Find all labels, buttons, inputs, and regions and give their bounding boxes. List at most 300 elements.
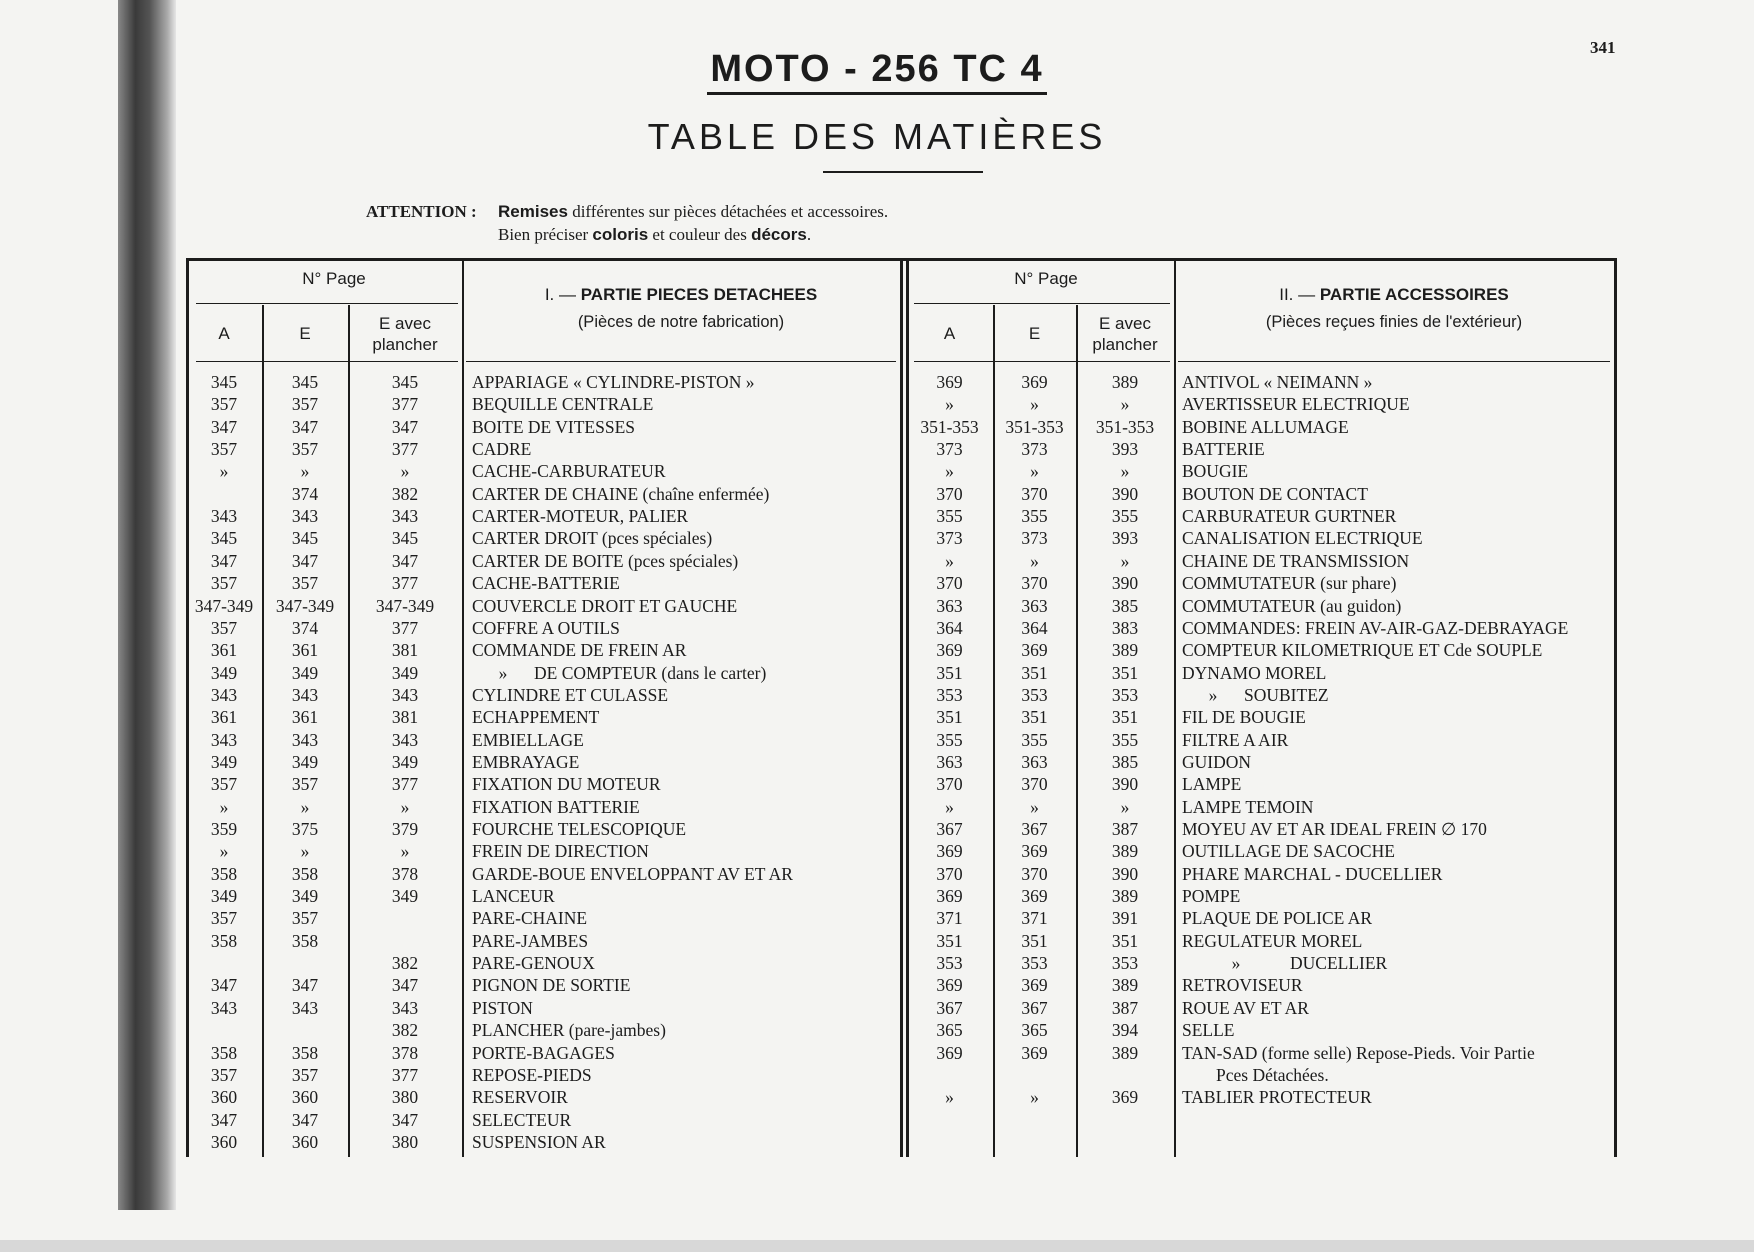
page-cell-e: 353	[1021, 684, 1048, 705]
table-row	[906, 438, 1617, 460]
page-cell-a: 369	[936, 975, 963, 996]
page-cell-ep: 393	[1111, 528, 1139, 549]
page-cell-e: 371	[1021, 908, 1048, 929]
page-cell-a: 343	[210, 684, 238, 705]
header-rule	[1178, 361, 1610, 362]
page-cell-e: 351	[1021, 662, 1048, 683]
entry-label	[1182, 974, 1303, 996]
entry-text: MOYEU AV ET AR IDEAL FREIN ∅ 170	[1182, 819, 1487, 839]
entry-label	[472, 1109, 571, 1131]
table-row	[906, 706, 1617, 728]
entry-text: RESERVOIR	[472, 1087, 568, 1108]
page-title: MOTO - 256 TC 4	[0, 48, 1754, 91]
table-row	[186, 639, 902, 661]
page-cell-e: 347-349	[275, 595, 335, 616]
page-cell-ep: 349	[391, 751, 419, 772]
page-cell-e: 363	[1021, 751, 1048, 772]
entry-text: ANTIVOL « NEIMANN »	[1182, 372, 1373, 392]
table-row	[906, 729, 1617, 751]
page-cell-e: 353	[1021, 953, 1048, 974]
page-cell-a: 358	[210, 863, 238, 884]
page-cell-e: 343	[291, 729, 319, 750]
page-cell-a: 363	[936, 751, 963, 772]
page-cell-e: 374	[291, 483, 319, 504]
page-cell-e: 367	[1021, 997, 1048, 1018]
page-cell-ep: 394	[1111, 1020, 1139, 1041]
ditto-mark: »	[1208, 684, 1218, 705]
page-cell-e: 351-353	[1005, 416, 1064, 437]
table-row	[906, 416, 1617, 438]
entry-text: CARBURATEUR GURTNER	[1182, 506, 1397, 527]
table-row	[186, 1042, 902, 1064]
page-cell-a: 347	[210, 1109, 238, 1130]
page-cell-a: 369	[936, 640, 963, 661]
entry-text: DE COMPTEUR (dans le carter)	[534, 662, 767, 683]
ditto-mark: »	[498, 662, 508, 683]
entry-text: SELLE	[1182, 1020, 1235, 1041]
entry-label	[1182, 1086, 1372, 1108]
entry-label	[1182, 527, 1423, 549]
table-row	[906, 1086, 1617, 1108]
entry-text: PHARE MARCHAL - DUCELLIER	[1182, 863, 1443, 884]
page-cell-ep: 353	[1111, 684, 1139, 705]
table-row	[186, 1064, 902, 1086]
page-cell-a: 370	[936, 774, 963, 795]
page-cell-ep: 351-353	[1095, 416, 1155, 437]
entry-text: APPARIAGE « CYLINDRE-PISTON »	[472, 372, 755, 392]
page-cell-a: 345	[210, 372, 238, 392]
page-cell-a: 357	[210, 617, 238, 638]
entry-text: SUSPENSION AR	[472, 1131, 606, 1152]
table-row	[186, 818, 902, 840]
table-row	[906, 773, 1617, 795]
table-row	[906, 751, 1617, 773]
entry-label	[472, 639, 686, 661]
page-cell-ep: 387	[1111, 819, 1139, 839]
n-page-header: N° Page	[302, 269, 366, 288]
page-cell-e: 370	[1021, 863, 1048, 884]
page-cell-a: 355	[936, 506, 963, 527]
page-cell-ep: 390	[1111, 774, 1139, 795]
table-row	[186, 595, 902, 617]
page-cell-a: 357	[210, 1064, 238, 1085]
page-cell-a: 357	[210, 908, 238, 929]
table-row	[186, 416, 902, 438]
page-cell-ep: 381	[391, 640, 419, 661]
part1-subtitle: (Pièces de notre fabrication)	[577, 313, 785, 331]
page-cell-e: 357	[291, 1064, 319, 1085]
table-row	[186, 460, 902, 482]
table-row	[186, 930, 902, 952]
page-cell-a: 353	[936, 684, 963, 705]
page-cell-ep: 381	[391, 707, 419, 728]
table-row	[906, 505, 1617, 527]
page-cell-a: 369	[936, 886, 963, 907]
table-row	[186, 729, 902, 751]
attention-line-2: Bien préciser coloris et couleur des décors.	[498, 225, 812, 244]
table-row	[186, 863, 902, 885]
entry-label	[1182, 796, 1313, 818]
page-cell-e: 343	[291, 506, 319, 527]
page-cell-e: »	[1030, 796, 1039, 817]
page-cell-e: »	[300, 796, 310, 817]
attention-line-1: Remises différentes sur pièces détachées et accessoires.	[498, 202, 889, 221]
entry-text: EMBRAYAGE	[472, 751, 580, 772]
attention-text	[498, 200, 888, 246]
page-cell-e: 375	[291, 819, 319, 839]
page-cell-ep: 389	[1111, 640, 1139, 661]
entry-text: CARTER DROIT (pces spéciales)	[472, 528, 713, 549]
page-cell-e: 373	[1021, 439, 1048, 460]
table-row	[906, 483, 1617, 505]
entry-label	[1182, 416, 1349, 438]
table-row	[186, 483, 902, 505]
table-row	[186, 974, 902, 996]
col-a-header: A	[218, 324, 230, 343]
entry-text: FREIN DE DIRECTION	[472, 841, 649, 862]
page-cell-ep: 351	[1111, 662, 1139, 683]
page-cell-a: 371	[936, 908, 963, 929]
page-cell-e: 355	[1021, 729, 1048, 750]
table-row	[906, 907, 1617, 929]
entry-text: COUVERCLE DROIT ET GAUCHE	[472, 595, 738, 616]
page-cell-e: 365	[1021, 1020, 1048, 1041]
page-cell-e: 374	[291, 617, 319, 638]
entry-text: CARTER DE BOITE (pces spéciales)	[472, 550, 739, 571]
page-cell-e: 357	[291, 439, 319, 460]
page-cell-e: 357	[291, 774, 319, 795]
page-cell-a: 343	[210, 997, 238, 1018]
table-row	[186, 438, 902, 460]
page-cell-a: 367	[936, 997, 963, 1018]
page-cell-a: 359	[210, 819, 238, 839]
page-cell-a: 373	[936, 439, 963, 460]
page-cell-ep: 390	[1111, 863, 1139, 884]
page-cell-a: 357	[210, 774, 238, 795]
page-cell-ep: 380	[391, 1131, 419, 1152]
table-row	[186, 684, 902, 706]
entry-label	[1182, 729, 1288, 751]
page-cell-a: 357	[210, 394, 238, 415]
page-cell-a: 360	[210, 1087, 238, 1108]
entry-text: EMBIELLAGE	[472, 729, 584, 750]
page-cell-ep: 345	[391, 528, 419, 549]
part2-subtitle: (Pièces reçues finies de l'extérieur)	[1265, 313, 1523, 331]
page-cell-e: 373	[1021, 528, 1048, 549]
page-cell-ep: 382	[391, 953, 419, 974]
page-cell-e: »	[300, 841, 310, 862]
page-cell-ep: 343	[391, 684, 419, 705]
page-cell-e: 343	[291, 684, 319, 705]
page-cell-ep: »	[1120, 796, 1130, 817]
page-cell-ep: 369	[1111, 1087, 1139, 1108]
entry-label	[472, 1042, 615, 1064]
entry-label	[1182, 840, 1395, 862]
entry-text: CARTER-MOTEUR, PALIER	[472, 506, 689, 527]
entry-text: LAMPE TEMOIN	[1182, 796, 1314, 817]
entry-label	[472, 572, 620, 594]
page-cell-e: 358	[291, 863, 319, 884]
entry-text: CANALISATION ELECTRIQUE	[1182, 528, 1423, 549]
entry-text: BOUTON DE CONTACT	[1182, 483, 1368, 504]
page-cell-e: »	[1030, 550, 1039, 571]
entry-label	[472, 863, 793, 885]
entry-text: PLAQUE DE POLICE AR	[1182, 908, 1373, 929]
header-rule	[466, 361, 896, 362]
entry-label	[472, 684, 668, 706]
page-cell-a: 345	[210, 528, 238, 549]
entry-label	[472, 796, 640, 818]
table-row	[186, 1109, 902, 1131]
page-cell-e: 361	[291, 640, 319, 661]
entry-label	[1182, 483, 1368, 505]
entry-text: PISTON	[472, 997, 533, 1018]
table-row	[186, 527, 902, 549]
entry-text: POMPE	[1182, 886, 1241, 907]
table-row	[186, 907, 902, 929]
col-a-header: A	[943, 324, 956, 343]
page-cell-e: 357	[291, 394, 319, 415]
entry-label	[472, 706, 599, 728]
entry-text: CADRE	[472, 439, 532, 460]
page-cell-a: 357	[210, 573, 238, 594]
page-cell-ep: 379	[391, 819, 419, 839]
page-cell-a: 364	[936, 617, 963, 638]
page-cell-e: 357	[291, 573, 319, 594]
entry-text: PARE-GENOUX	[472, 953, 595, 974]
page-cell-ep: 347	[391, 1109, 419, 1130]
page-cell-ep: 351	[1111, 707, 1139, 728]
entry-label	[1182, 393, 1410, 415]
table-row	[186, 773, 902, 795]
page-cell-e: 347	[291, 1109, 319, 1130]
table-row	[906, 684, 1617, 706]
page-cell-e: 345	[291, 372, 319, 392]
page-cell-ep: 385	[1111, 595, 1139, 616]
page-cell-a: 370	[936, 483, 963, 504]
page-cell-a: 343	[210, 506, 238, 527]
entry-text: CHAINE DE TRANSMISSION	[1182, 550, 1410, 571]
entry-text: ECHAPPEMENT	[472, 707, 600, 728]
entry-text: BOUGIE	[1182, 461, 1249, 482]
page-cell-e: 347	[291, 416, 319, 437]
entry-text: ROUE AV ET AR	[1182, 997, 1309, 1018]
entry-label	[472, 483, 769, 505]
page-cell-ep: 390	[1111, 483, 1139, 504]
page-cell-a: 351	[936, 930, 963, 951]
page-cell-e: 358	[291, 930, 319, 951]
entry-text: GARDE-BOUE ENVELOPPANT AV ET AR	[472, 863, 793, 884]
page-edge	[0, 1240, 1754, 1252]
page-cell-ep: 353	[1111, 953, 1139, 974]
page-cell-a: 358	[210, 1042, 238, 1063]
entry-text: LANCEUR	[472, 886, 555, 907]
entry-label	[1182, 505, 1396, 527]
page-cell-e: 364	[1021, 617, 1048, 638]
entry-label	[472, 997, 533, 1019]
page-cell-ep: 378	[391, 863, 419, 884]
entry-label	[472, 930, 588, 952]
table-row	[906, 393, 1617, 415]
entry-text: BEQUILLE CENTRALE	[472, 394, 654, 415]
entry-label	[472, 907, 587, 929]
page-cell-ep: »	[1120, 394, 1130, 415]
page-cell-ep: 377	[391, 774, 419, 795]
page-cell-e: 349	[291, 751, 319, 772]
entry-text: DYNAMO MOREL	[1182, 662, 1327, 683]
page-cell-ep: 377	[391, 394, 419, 415]
table-row	[906, 572, 1617, 594]
page-cell-a: »	[219, 461, 229, 482]
page-cell-e: 355	[1021, 506, 1048, 527]
entry-label	[1182, 952, 1387, 974]
page-cell-ep: 393	[1111, 439, 1139, 460]
table-row	[906, 371, 1617, 393]
entry-label	[1182, 572, 1396, 594]
entry-label	[1182, 617, 1568, 639]
table-row	[906, 997, 1617, 1019]
entry-text: TAN-SAD (forme selle) Repose-Pieds. Voir Partie	[1182, 1042, 1535, 1063]
table-row	[906, 974, 1617, 996]
page-cell-e: 347	[291, 550, 319, 571]
entry-text: BOITE DE VITESSES	[472, 416, 636, 437]
page-cell-ep: 387	[1111, 997, 1139, 1018]
n-page-rule	[914, 303, 1170, 304]
page-cell-e: 357	[291, 908, 319, 929]
entry-label	[472, 505, 688, 527]
page-cell-ep: »	[400, 841, 410, 862]
book-binding-shadow	[118, 0, 176, 1210]
table-row	[906, 1064, 1617, 1086]
page-cell-e: 370	[1021, 573, 1048, 594]
page-cell-ep: »	[1120, 550, 1130, 571]
entry-label	[1182, 751, 1251, 773]
entry-text: LAMPE	[1182, 774, 1242, 795]
page-cell-e: 370	[1021, 483, 1048, 504]
entry-label	[472, 662, 766, 684]
page-cell-a: »	[219, 841, 229, 862]
entry-text: GUIDON	[1182, 751, 1252, 772]
table-row	[186, 662, 902, 684]
page-cell-ep: 389	[1111, 841, 1139, 862]
table-row	[186, 371, 902, 393]
attention-label: ATTENTION :	[366, 202, 477, 221]
page-cell-e: 369	[1021, 841, 1048, 862]
page-cell-ep: 355	[1111, 506, 1139, 527]
entry-label	[1182, 684, 1329, 706]
page-cell-ep: 382	[391, 483, 419, 504]
page-cell-ep: »	[400, 461, 410, 482]
entry-label	[1182, 773, 1241, 795]
table-row	[186, 393, 902, 415]
entry-text: FIXATION DU MOTEUR	[472, 774, 661, 795]
entry-text: COMPTEUR KILOMETRIQUE ET Cde SOUPLE	[1182, 640, 1543, 661]
page-cell-ep: 390	[1111, 573, 1139, 594]
entry-label	[1182, 550, 1409, 572]
page-cell-a: 370	[936, 573, 963, 594]
page-cell-a: 351	[936, 707, 963, 728]
table-row	[906, 952, 1617, 974]
page-cell-ep: 380	[391, 1087, 419, 1108]
entry-label	[1182, 907, 1372, 929]
entry-text: AVERTISSEUR ELECTRIQUE	[1182, 394, 1410, 415]
page-cell-a: 357	[210, 439, 238, 460]
table-row	[186, 952, 902, 974]
page-cell-a: »	[945, 1087, 954, 1108]
entry-label	[1182, 662, 1326, 684]
entry-text: DUCELLIER	[1290, 953, 1388, 974]
page-cell-ep: 383	[1111, 617, 1139, 638]
entry-label	[472, 595, 737, 617]
col-e-header: E	[1028, 324, 1041, 343]
page-cell-a: 355	[936, 729, 963, 750]
page-cell-ep: 343	[391, 997, 419, 1018]
page-cell-a: »	[219, 796, 229, 817]
table-row	[186, 706, 902, 728]
entry-label	[472, 818, 686, 840]
table-row	[186, 751, 902, 773]
entry-text: OUTILLAGE DE SACOCHE	[1182, 841, 1395, 862]
page-cell-ep: 347	[391, 550, 419, 571]
table-row	[906, 550, 1617, 572]
page-cell-ep: 347-349	[375, 595, 435, 616]
entry-label	[472, 460, 666, 482]
entry-text: PORTE-BAGAGES	[472, 1042, 615, 1063]
page-cell-a: »	[945, 461, 954, 482]
table-row	[906, 840, 1617, 862]
page-cell-ep: 345	[391, 372, 419, 392]
entry-label	[1182, 818, 1487, 840]
table-row	[906, 595, 1617, 617]
entry-label	[472, 416, 635, 438]
table-row	[906, 1042, 1617, 1064]
entry-text: CACHE-CARBURATEUR	[472, 461, 666, 482]
page-cell-ep: 389	[1111, 975, 1139, 996]
entry-label	[472, 1019, 666, 1041]
entry-text: BOBINE ALLUMAGE	[1182, 416, 1349, 437]
entry-label	[1182, 930, 1362, 952]
page-cell-a: 361	[210, 707, 238, 728]
page-cell-e: 349	[291, 886, 319, 907]
entry-text: Pces Détachées.	[1216, 1064, 1329, 1085]
page-cell-a: 349	[210, 662, 238, 683]
entry-text: FIXATION BATTERIE	[472, 796, 640, 817]
page-cell-e: 369	[1021, 1042, 1048, 1063]
entry-text: PIGNON DE SORTIE	[472, 975, 631, 996]
col-e-header: E	[299, 324, 311, 343]
entry-text: CACHE-BATTERIE	[472, 573, 620, 594]
page-cell-e: 361	[291, 707, 319, 728]
entry-text: COMMANDES: FREIN AV-AIR-GAZ-DEBRAYAGE	[1182, 617, 1569, 638]
table-row	[906, 930, 1617, 952]
entry-label	[472, 885, 555, 907]
entry-text: FOURCHE TELESCOPIQUE	[472, 819, 687, 839]
page-cell-a: 360	[210, 1131, 238, 1152]
page-cell-e: 349	[291, 662, 319, 683]
page-cell-ep: 391	[1111, 908, 1139, 929]
page-cell-a: 349	[210, 751, 238, 772]
page-cell-ep: 347	[391, 975, 419, 996]
page-cell-ep: 377	[391, 1064, 419, 1085]
entry-label	[472, 1064, 592, 1086]
entry-text: REGULATEUR MOREL	[1182, 930, 1363, 951]
table-row	[186, 505, 902, 527]
page-cell-a: 343	[210, 729, 238, 750]
page-cell-ep: 377	[391, 617, 419, 638]
page-cell-e: 347	[291, 975, 319, 996]
page-cell-ep: 378	[391, 1042, 419, 1063]
page-cell-a: 347	[210, 975, 238, 996]
